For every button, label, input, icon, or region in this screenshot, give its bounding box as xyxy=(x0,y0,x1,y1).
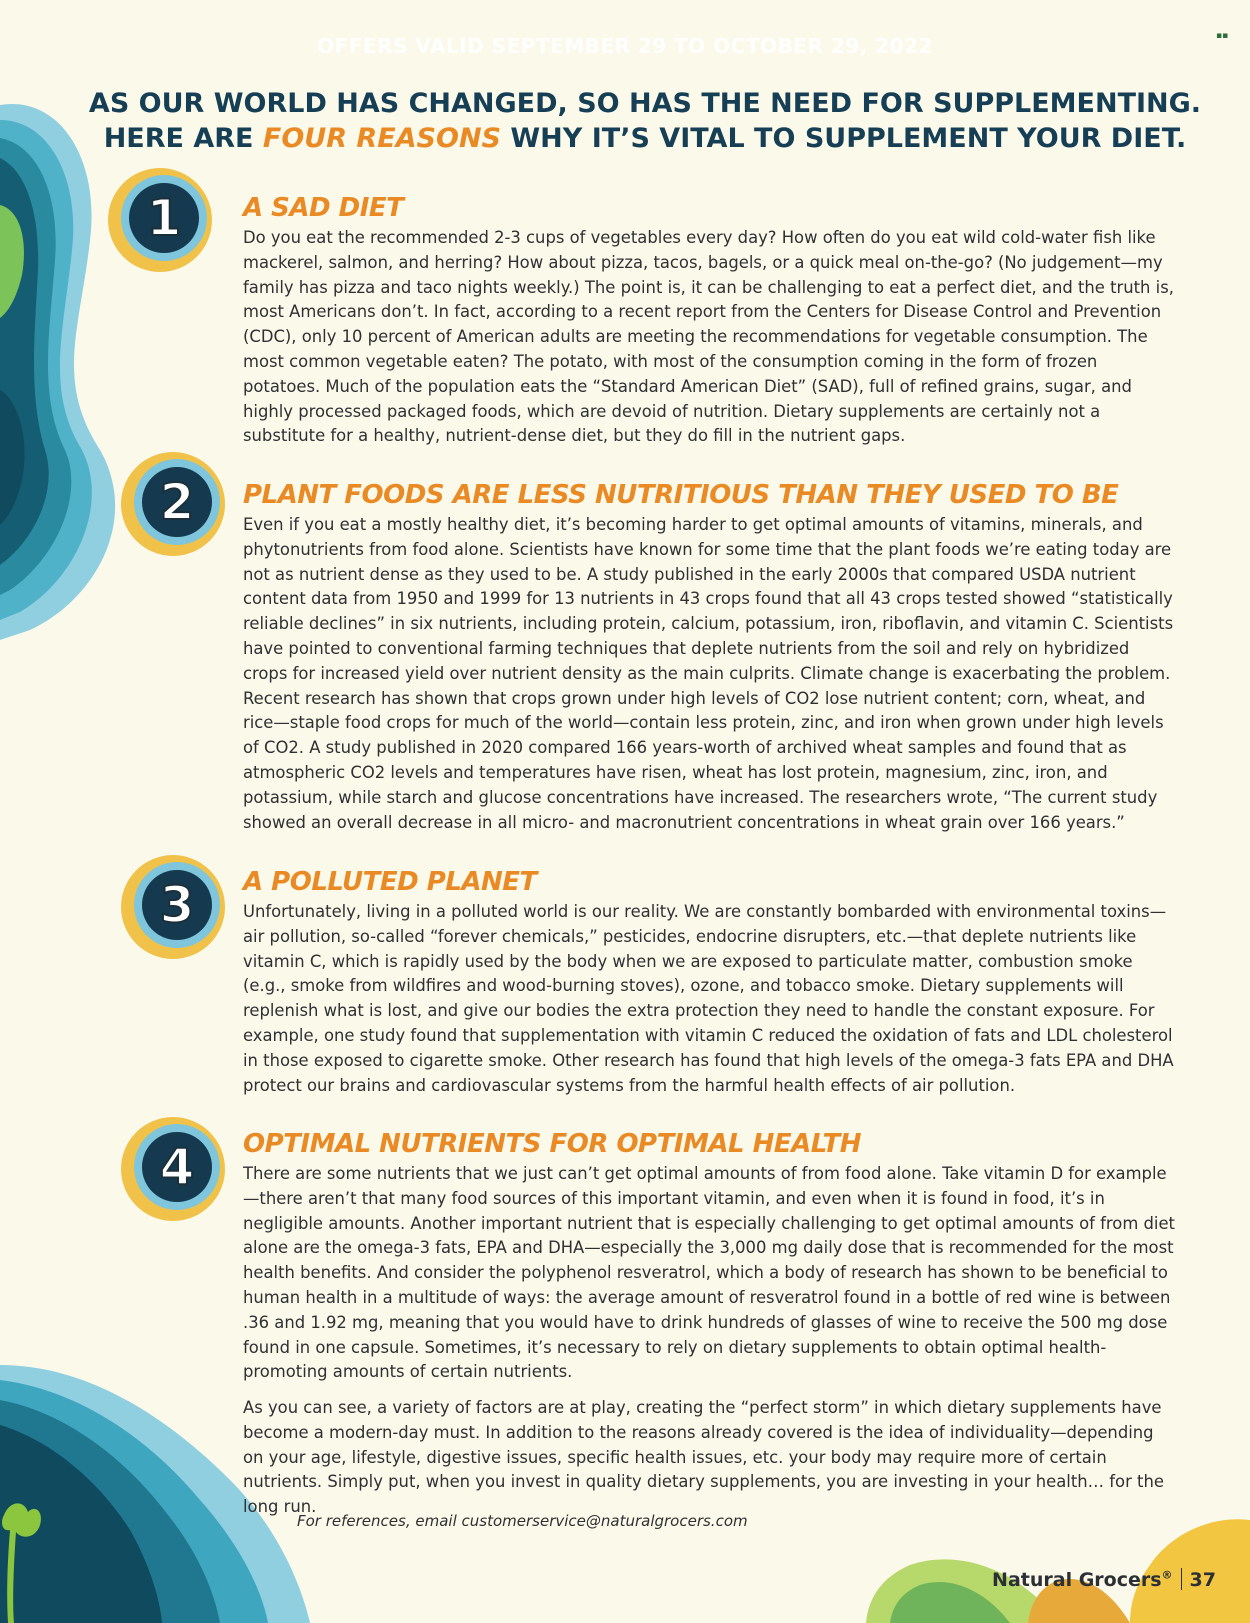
brand-name: Natural Grocers xyxy=(992,1569,1162,1591)
section-title: PLANT FOODS ARE LESS NUTRITIOUS THAN THEY USED TO BE xyxy=(243,480,1119,510)
number-badge-4 xyxy=(119,1115,227,1223)
closing-paragraph: As you can see, a variety of factors are at play, creating the “perfect storm” in which dietary supplements have become a modern-day must. In addition to the reasons already covered is the idea of individuality—depending on your age, lifestyle, digestive issues, specific health issues, etc. your body may require more of certain nutrients. Simply put, when you invest in quality dietary supplements, you are investing in your health… for the long run. xyxy=(243,1398,1164,1517)
number-badge-3 xyxy=(119,853,227,961)
brand-logo-text xyxy=(992,1569,1173,1591)
section-1 xyxy=(243,192,1178,449)
number-badge-1 xyxy=(106,166,214,274)
section-4 xyxy=(243,1128,1178,1385)
section-body: Do you eat the recommended 2-3 cups of vegetables every day? How often do you eat wild cold-water fish like mackerel, salmon, and herring? How about pizza, tacos, bagels, or a quick meal on-the-go? (No judgement—my family has pizza and taco nights weekly.) The point is, it can be challenging to eat a perfect diet, and the truth is, most Americans don’t. In fact, according to a recent report from the Centers for Disease Control and Prevention (CDC), only 10 percent of American adults are meeting the recommendations for vegetable consumption. The most common vegetable eaten? The potato, with most of the consumption coming in the form of frozen potatoes. Much of the population eats the “Standard American Diet” (SAD), full of refined grains, sugar, and highly processed packaged foods, which are devoid of nutrition. Dietary supplements are certainly not a substitute for a healthy, nutrient-dense diet, but they do fill in the nutrient gaps. xyxy=(243,228,1174,446)
headline-part2: WHY IT’S VITAL TO SUPPLEMENT YOUR DIET. xyxy=(501,123,1187,154)
section-body: Even if you eat a mostly healthy diet, it’s becoming harder to get optimal amounts of vitamins, minerals, and phytonutrients from food alone. Scientists have known for some time that the plant foods we’re eating today are not as nutrient dense as they used to be. A study published in the early 2000s that compared USDA nutrient content data from 1950 and 1999 for 13 nutrients in 43 crops found that all 43 crops tested showed “statistically reliable declines” in six nutrients, including protein, calcium, potassium, iron, riboflavin, and vitamin C. Scientists have pointed to conventional farming techniques that deplete nutrients from the soil and rely on hybridized crops for increased yield over nutrient density as the main culprits. Climate change is exacerbating the problem. Recent research has shown that crops grown under high levels of CO2 lose nutrient content; corn, wheat, and rice—staple food crops for much of the world—contain less protein, zinc, and iron when grown under high levels of CO2. A study published in 2020 compared 166 years-worth of archived wheat samples and found that as atmospheric CO2 levels and temperatures have risen, wheat has lost protein, magnesium, zinc, iron, and potassium, while starch and glucose concentrations have increased. The researchers wrote, “The current study showed an overall decrease in all micro- and macronutrient concentrations in wheat grain over 166 years.” xyxy=(243,515,1174,832)
offer-validity-banner: OFFERS VALID SEPTEMBER 29 TO OCTOBER 29, 2022 xyxy=(317,34,933,58)
section-body: There are some nutrients that we just can’t get optimal amounts of from food alone. Take vitamin D for example—there aren’t that many food sources of this important vitamin, and even when it is found in food, it’s in negligible amounts. Another important nutrient that is especially challenging to get optimal amounts of from diet alone are the omega-3 fats, EPA and DHA—especially the 3,000 mg daily dose that is recommended for the most health benefits. And consider the polyphenol resveratrol, which a body of research has shown to be beneficial to human health in a multitude of ways: the average amount of resveratrol found in a bottle of red wine is between .36 and 1.92 mg, meaning that you would have to drink hundreds of glasses of wine to receive the 500 mg dose found in one capsule. Sometimes, it’s necessary to rely on dietary supplements to obtain optimal health-promoting amounts of certain nutrients. xyxy=(243,1164,1175,1382)
section-body: Unfortunately, living in a polluted world is our reality. We are constantly bombarded with environmental toxins—air pollution, so-called “forever chemicals,” pesticides, endocrine disrupters, etc.—that deplete nutrients like vitamin C, which is rapidly used by the body when we are exposed to particulate matter, combustion smoke (e.g., smoke from wildfires and wood-burning stoves), ozone, and tobacco smoke. Dietary supplements will replenish what is lost, and give our bodies the extra protection they need to handle the constant exposure. For example, one study found that supplementation with vitamin C reduced the oxidation of fats and LDL cholesterol in those exposed to cigarette smoke. Other research has found that high levels of the omega-3 fats EPA and DHA protect our brains and cardiovascular systems from the harmful health effects of air pollution. xyxy=(243,902,1174,1095)
footer-divider xyxy=(1181,1568,1182,1590)
page-footer xyxy=(992,1568,1216,1591)
page-headline xyxy=(80,86,1210,156)
badge-number: 1 xyxy=(146,189,182,247)
section-title: A POLLUTED PLANET xyxy=(243,867,537,897)
registered-mark: ® xyxy=(1161,1568,1173,1582)
page-number: 37 xyxy=(1189,1569,1216,1591)
headline-accent: FOUR REASONS xyxy=(262,123,501,154)
section-title: OPTIMAL NUTRIENTS FOR OPTIMAL HEALTH xyxy=(243,1129,862,1159)
badge-number: 3 xyxy=(159,876,195,934)
section-title: A SAD DIET xyxy=(243,193,404,223)
section-3 xyxy=(243,866,1178,1098)
badge-number: 4 xyxy=(159,1138,195,1196)
references-note: For references, email customerservice@naturalgrocers.com xyxy=(297,1512,748,1530)
headline-part1: AS OUR WORLD HAS CHANGED, SO HAS THE NEED FOR SUPPLEMENTING. HERE ARE xyxy=(88,88,1202,154)
section-2 xyxy=(243,479,1178,835)
number-badge-2 xyxy=(119,450,227,558)
corner-logo-mark: ▪▪ xyxy=(1216,31,1229,41)
badge-number: 2 xyxy=(159,473,195,531)
